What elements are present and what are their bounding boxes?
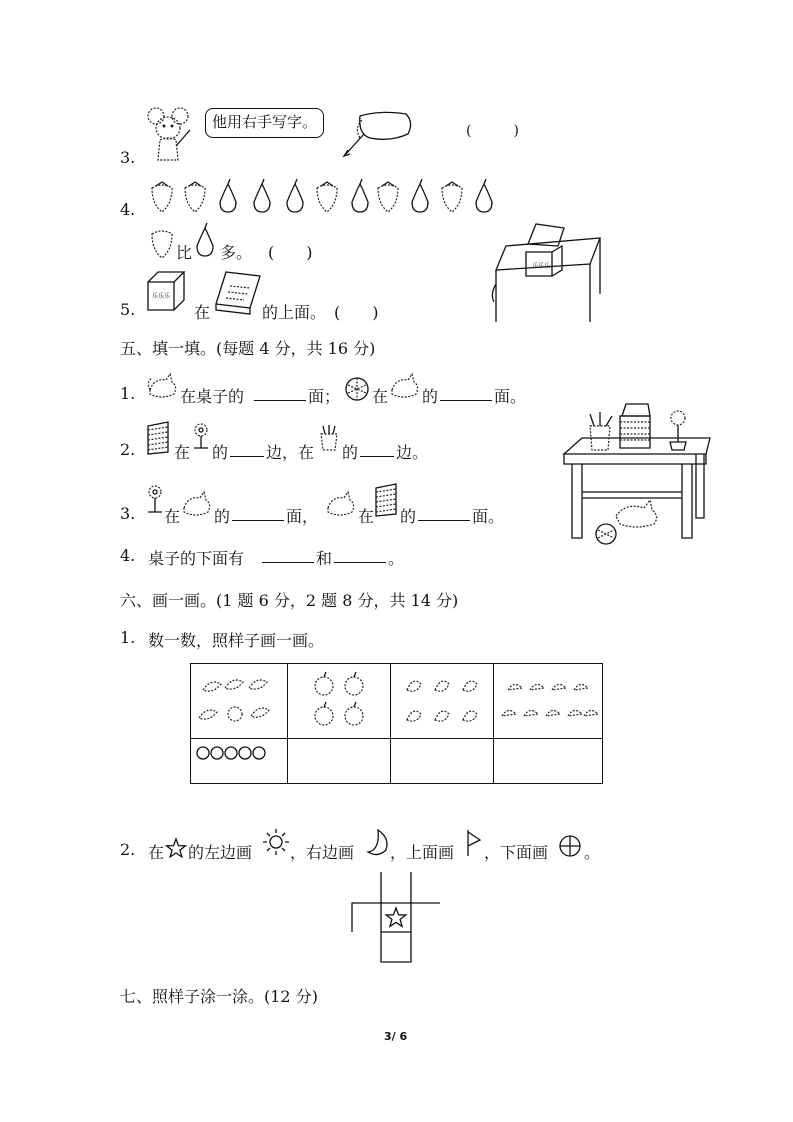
text: 在桌子的 [180, 387, 245, 406]
mouse-icon [146, 106, 196, 164]
pear-icon [352, 179, 368, 212]
example-circles [191, 739, 287, 779]
text: 的左边画 [188, 843, 253, 862]
answer-paren[interactable]: ( ) [268, 243, 313, 262]
pear-icon [192, 222, 218, 260]
text: 和 [316, 549, 333, 568]
writing-hand-icon [340, 108, 414, 158]
section-heading: 六、画一画。(1 题 6 分，2 题 8 分，共 14 分) [120, 591, 459, 610]
answer-blank[interactable] [254, 386, 306, 401]
pear-icon [412, 179, 428, 212]
pear-icon [476, 179, 492, 212]
position-grid [348, 870, 444, 966]
answer-blank[interactable] [440, 386, 492, 401]
text: ，右边画 [290, 843, 355, 862]
compare-bi: 比 [176, 243, 193, 262]
flower-icon [144, 484, 166, 516]
circle-cross-icon [558, 834, 582, 858]
compare-duo: 多。 [220, 243, 253, 262]
text: 在 [358, 507, 375, 526]
bird-group-icon [494, 664, 602, 734]
zai-text: 在 [194, 303, 211, 322]
star-icon [166, 838, 186, 858]
section-heading: 七、照样子涂一涂。(12 分) [120, 987, 318, 1006]
book-stack-icon [146, 418, 170, 456]
svg-text:乐乐乐: 乐乐乐 [152, 293, 171, 300]
text: 在 [372, 387, 389, 406]
answer-cell[interactable] [494, 739, 603, 784]
item-number: 1. [120, 628, 136, 647]
book-icon [214, 268, 262, 314]
fruit-row [148, 178, 496, 216]
answer-blank[interactable] [230, 442, 264, 457]
text: 的 [422, 387, 439, 406]
text: 。 [388, 549, 405, 568]
speech-bubble: 他用右手写字。 [205, 108, 324, 138]
svg-text:乐乐乐: 乐乐乐 [532, 263, 551, 270]
instruction: 数一数，照样子画一画。 [148, 631, 325, 650]
pear-icon [220, 179, 236, 212]
box-icon [146, 270, 186, 312]
strawberry-icon [152, 182, 172, 212]
text: 。 [584, 843, 601, 862]
text: ，下面画 [484, 843, 549, 862]
table-cell [191, 664, 288, 739]
cat-icon [146, 372, 180, 400]
sun-icon [262, 828, 290, 856]
item-number: 3. [120, 148, 136, 167]
page-number: 3/ 6 [384, 1030, 408, 1043]
strawberry-icon [148, 226, 176, 260]
item-number: 2. [120, 840, 136, 859]
desk-with-box-book-picture [486, 224, 606, 324]
table-scene-picture [556, 398, 712, 548]
strawberry-icon [442, 182, 462, 212]
book-stack-icon [374, 480, 398, 518]
star-icon [386, 908, 406, 926]
ball-icon [344, 376, 370, 402]
text: 的 [400, 507, 417, 526]
answer-paren[interactable]: ( ) [466, 123, 519, 139]
flag-icon [464, 828, 484, 858]
pear-icon [254, 179, 270, 212]
text: 边，在 [266, 443, 315, 462]
answer-cell[interactable] [391, 739, 494, 784]
pear-icon [287, 179, 303, 212]
answer-cell[interactable] [288, 739, 391, 784]
pencil-cup-icon [318, 424, 340, 452]
text: 在 [174, 443, 191, 462]
item-number: 3. [120, 504, 136, 523]
text: 的 [214, 507, 231, 526]
text: 面。 [472, 507, 505, 526]
cat-icon [388, 372, 422, 400]
text: 的 [212, 443, 229, 462]
item-number: 1. [120, 384, 136, 403]
answer-blank[interactable] [334, 548, 386, 563]
moon-icon [364, 828, 390, 858]
answer-blank[interactable] [418, 506, 470, 521]
table-cell [494, 664, 603, 739]
strawberry-icon [185, 182, 205, 212]
answer-blank[interactable] [232, 506, 284, 521]
text: 面； [308, 387, 341, 406]
text: 面， [286, 507, 319, 526]
table-cell [391, 664, 494, 739]
item5-tail: 的上面。 [262, 303, 327, 322]
text: 边。 [396, 443, 429, 462]
apple-group-icon [288, 664, 390, 734]
item-number: 5. [120, 300, 136, 319]
example-cell [191, 739, 288, 784]
cat-icon [324, 490, 358, 518]
table-cell [288, 664, 391, 739]
cat-icon [180, 490, 214, 518]
item-number: 4. [120, 546, 136, 565]
item-number: 4. [120, 200, 136, 219]
squirrel-group-icon [391, 664, 493, 734]
answer-paren[interactable]: ( ) [334, 303, 379, 322]
counting-table [190, 663, 603, 784]
text: 面。 [494, 387, 527, 406]
strawberry-icon [317, 182, 337, 212]
strawberry-icon [378, 182, 398, 212]
text: ，上面画 [390, 843, 455, 862]
item-number: 2. [120, 440, 136, 459]
section-heading: 五、填一填。(每题 4 分，共 16 分) [120, 339, 376, 358]
leaf-group-icon [191, 664, 287, 734]
text: 在 [148, 843, 165, 862]
answer-blank[interactable] [262, 548, 314, 563]
text: 在 [164, 507, 181, 526]
answer-blank[interactable] [360, 442, 394, 457]
text: 桌子的下面有 [148, 549, 245, 568]
flower-icon [190, 422, 212, 452]
text: 的 [342, 443, 359, 462]
